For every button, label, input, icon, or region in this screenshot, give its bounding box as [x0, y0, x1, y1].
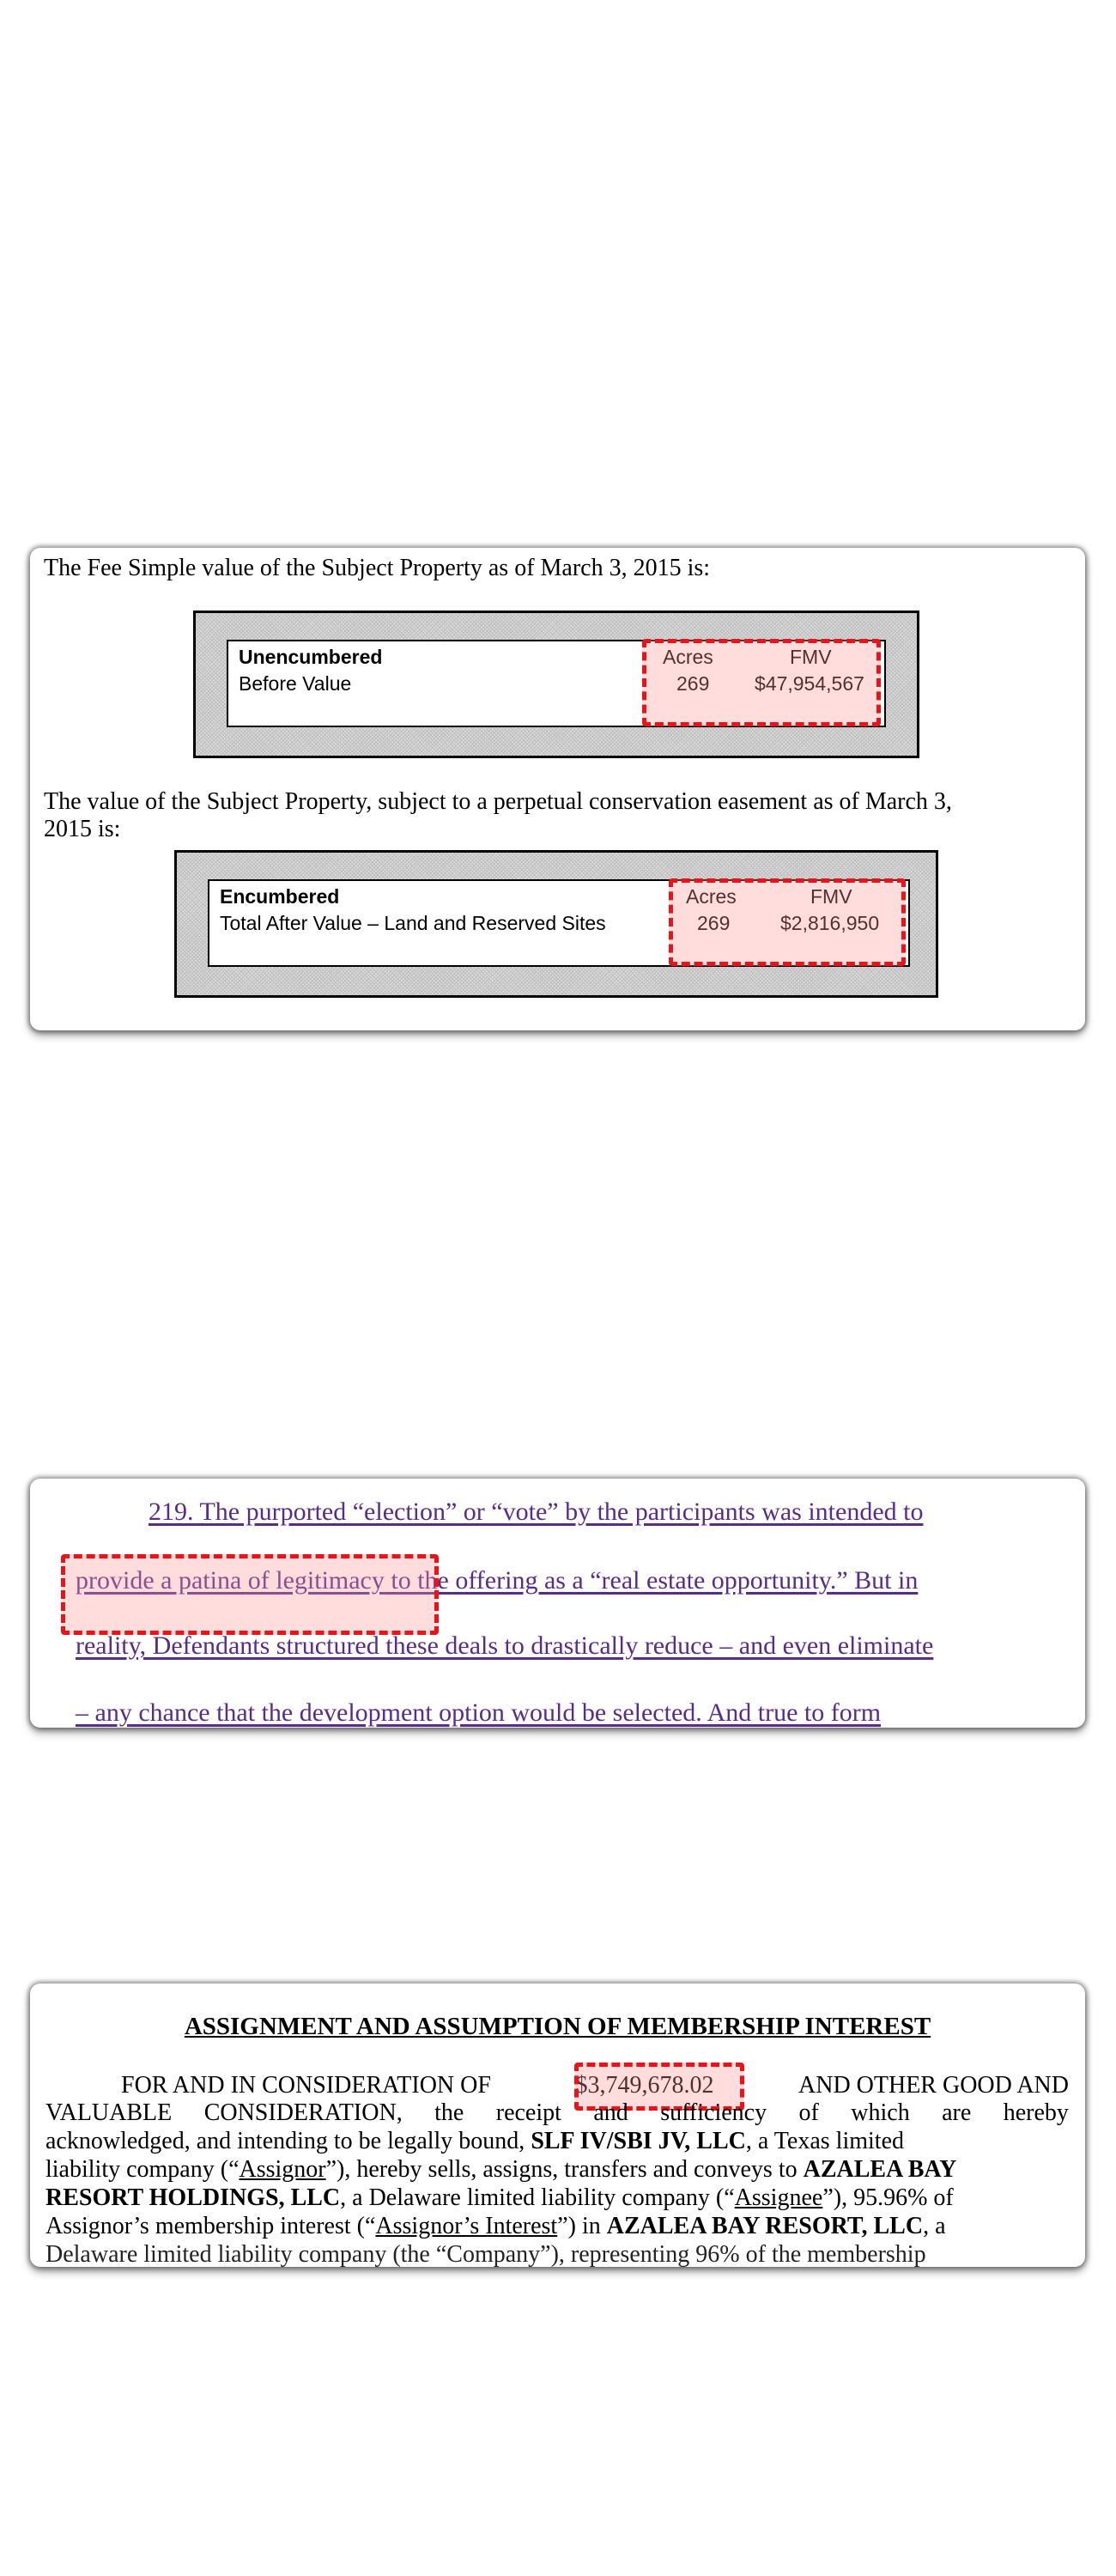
assignor-name: SLF IV/SBI JV, LLC: [531, 2128, 746, 2154]
patina-highlight: [61, 1554, 439, 1635]
company-name: AZALEA BAY RESORT, LLC: [606, 2213, 924, 2239]
fmv-value: $47,954,567: [755, 672, 864, 695]
patina-phrase: provide a patina of legitimacy: [76, 1566, 385, 1595]
assignors-interest-term: Assignor’s Interest: [375, 2213, 558, 2239]
acres-column-header: Acres: [663, 646, 713, 668]
acres-value: 269: [676, 672, 710, 695]
consideration-line-2: VALUABLE CONSIDERATION, the receipt and sufficiency of which are hereby: [45, 2099, 1069, 2126]
assignee-name: RESORT HOLDINGS, LLC: [45, 2184, 341, 2211]
assignment-line-4: liability company (“Assignor”), hereby sells, assigns, transfers and conveys to AZALEA BAY: [45, 2156, 957, 2183]
encumbered-value-highlight: [669, 878, 906, 966]
paragraph-line-2: provide a patina of legitimacy to the offering as a “real estate opportunity.” But in: [76, 1566, 919, 1595]
assignment-line-5: RESORT HOLDINGS, LLC, a Delaware limited liability company (“Assignee”), 95.96% of: [45, 2184, 954, 2211]
easement-text-line1: The value of the Subject Property, subject to a perpetual conservation easement as of March 3,: [44, 788, 952, 815]
easement-text-line2: 2015 is:: [44, 816, 121, 842]
assignment-line-6: Assignor’s membership interest (“Assignor’s Interest”) in AZALEA BAY RESORT, LLC, a: [45, 2213, 946, 2239]
fee-simple-intro-text: The Fee Simple value of the Subject Property as of March 3, 2015 is:: [44, 555, 711, 581]
paragraph-line-1: 219. The purported “election” or “vote” by the participants was intended to: [149, 1498, 924, 1526]
acres-value: 269: [697, 912, 731, 934]
complaint-excerpt-card: [30, 1479, 1085, 1728]
before-value-label: Before Value: [239, 672, 352, 695]
fmv-value: $2,816,950: [780, 912, 880, 934]
paragraph-line-4: – any chance that the development option would be selected. And true to form: [76, 1698, 882, 1727]
unencumbered-table-frame: [193, 611, 919, 758]
assignment-excerpt-card: [30, 1984, 1085, 2267]
after-value-label: Total After Value – Land and Reserved Sites: [220, 912, 606, 934]
encumbered-heading: Encumbered: [220, 885, 340, 908]
acres-column-header: Acres: [686, 885, 737, 908]
assignment-line-7: Delaware limited liability company (the “Company”), representing 96% of the membership: [45, 2241, 926, 2267]
fmv-column-header: FMV: [790, 646, 832, 668]
paragraph-line-3: reality, Defendants structured these deals to drastically reduce – and even eliminate: [76, 1631, 934, 1660]
assignee-term: Assignee: [734, 2184, 823, 2211]
consideration-amount: $3,749,678.02: [575, 2072, 714, 2099]
unencumbered-value-highlight: [642, 639, 881, 726]
consideration-line-1: FOR AND IN CONSIDERATION OF $3,749,678.02 AND OTHER GOOD AND: [121, 2072, 1069, 2099]
fmv-column-header: FMV: [810, 885, 852, 908]
unencumbered-heading: Unencumbered: [239, 646, 383, 668]
encumbered-table-frame: [174, 850, 938, 998]
appraisal-excerpt-card: [30, 548, 1085, 1030]
document-title: ASSIGNMENT AND ASSUMPTION OF MEMBERSHIP INTEREST: [184, 2013, 931, 2040]
assignment-line-3: acknowledged, and intending to be legally bound, SLF IV/SBI JV, LLC, a Texas limited: [45, 2128, 905, 2154]
assignor-term: Assignor: [239, 2156, 326, 2183]
